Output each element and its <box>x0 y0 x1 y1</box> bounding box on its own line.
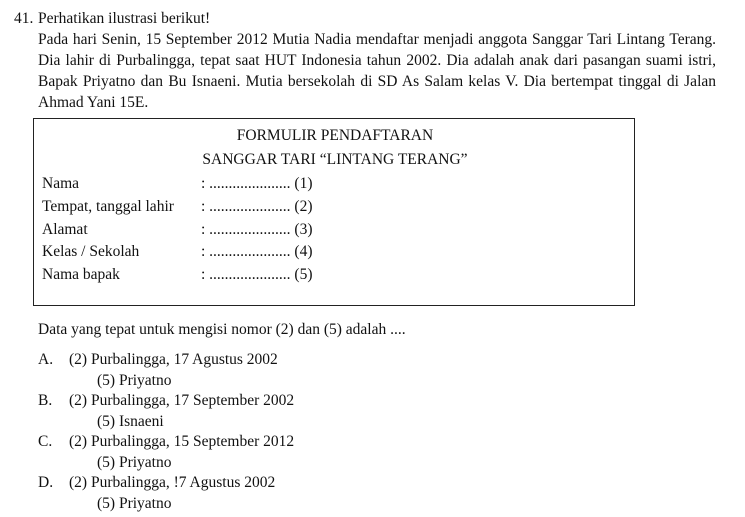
form-value: : ..................... (4) <box>201 243 313 260</box>
option-line2: (5) Isnaeni <box>97 413 164 430</box>
option-line1: (2) Purbalingga, 17 September 2002 <box>69 392 295 409</box>
option-letter: D. <box>38 474 54 491</box>
form-value: : ..................... (2) <box>201 198 313 215</box>
form-label: Nama <box>42 175 80 192</box>
option-line2: (5) Priyatno <box>97 372 172 389</box>
form-title-line1: FORMULIR PENDAFTARAN <box>236 127 434 144</box>
question-passage: Pada hari Senin, 15 September 2012 Mutia Nadia mendaftar menjadi anggota Sanggar Tari Lintang Terang. Dia lahir di Purbalingga, tepat saat HUT Indonesia tahun 2002. Dia adalah anak dari pasangan suami istri, Bapak Priyatno dan Bu Isnaeni. Mutia bersekolah di SD As Salam kelas V. Dia bertempat tinggal di Jalan Ahmad Yani 15E. <box>38 31 716 111</box>
option-letter: B. <box>38 392 53 409</box>
option-letter: C. <box>38 433 53 450</box>
form-label: Kelas / Sekolah <box>42 243 140 260</box>
question-number: 41. <box>14 10 34 27</box>
option-line2: (5) Priyatno <box>97 454 172 471</box>
form-label: Nama bapak <box>42 266 120 283</box>
option-line1: (2) Purbalingga, 17 Agustus 2002 <box>69 351 278 368</box>
option-line2: (5) Priyatno <box>97 495 172 512</box>
form-label: Tempat, tanggal lahir <box>42 198 174 215</box>
option-line1: (2) Purbalingga, 15 September 2012 <box>69 433 295 450</box>
registration-form-box <box>33 118 635 306</box>
question-prompt: Data yang tepat untuk mengisi nomor (2) dan (5) adalah .... <box>38 321 406 338</box>
form-label: Alamat <box>42 221 88 238</box>
option-letter: A. <box>38 351 54 368</box>
question-title: Perhatikan ilustrasi berikut! <box>38 10 211 27</box>
form-value: : ..................... (3) <box>201 221 313 238</box>
option-line1: (2) Purbalingga, !7 Agustus 2002 <box>69 474 276 491</box>
form-value: : ..................... (1) <box>201 175 313 192</box>
form-title-line2: SANGGAR TARI “LINTANG TERANG” <box>202 151 468 168</box>
form-value: : ..................... (5) <box>201 266 313 283</box>
